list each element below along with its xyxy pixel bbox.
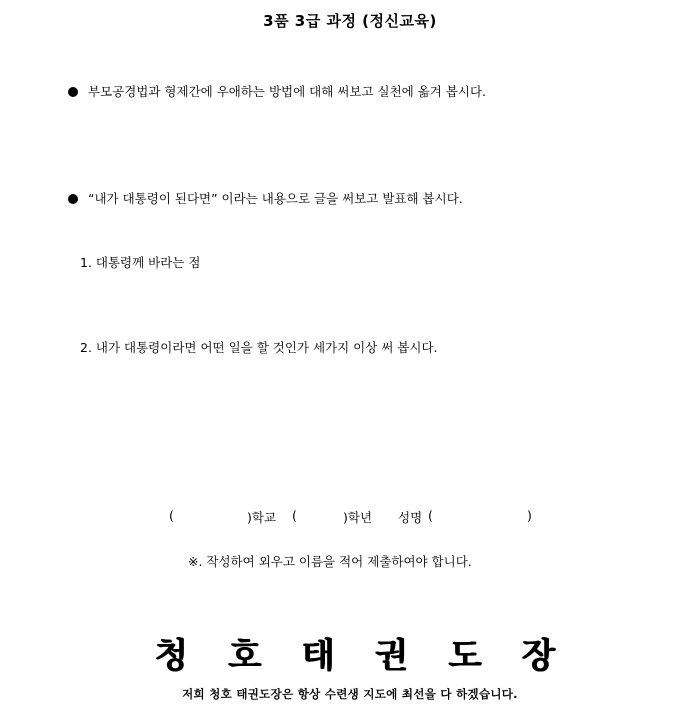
question-1 — [68, 82, 486, 100]
dojang-name — [155, 636, 555, 676]
question-2-text: “내가 대통령이 된다면” 이라는 내용으로 글을 써보고 발표해 봅시다. — [88, 191, 463, 206]
name-label: 성명 — [398, 510, 423, 525]
bullet-icon — [68, 87, 78, 97]
dojang-char: 청 — [155, 636, 188, 676]
question-2 — [68, 189, 463, 207]
sub-item-1: 1. 대통령께 바라는 점 — [80, 255, 201, 270]
dojang-char: 권 — [375, 636, 409, 676]
question-1-text: 부모공경법과 형제간에 우애하는 방법에 대해 써보고 실천에 옮겨 봅시다. — [88, 84, 487, 99]
dojang-char: 도 — [448, 636, 482, 676]
page-title: 3품 3급 과정 (정신교육) — [263, 12, 437, 30]
school-field-open: ( — [169, 508, 174, 523]
grade-field-open: ( — [292, 508, 297, 523]
sub-item-2: 2. 내가 대통령이라면 어떤 일을 할 것인가 세가지 이상 써 봅시다. — [80, 340, 438, 355]
name-field-close: ) — [527, 508, 532, 523]
grade-label: )학년 — [343, 510, 373, 525]
school-label: )학교 — [247, 510, 277, 525]
dojang-slogan: 저희 청호 태권도장은 항상 수련생 지도에 최선을 다 하겠습니다. — [182, 687, 518, 701]
bullet-icon — [68, 194, 78, 204]
dojang-char: 장 — [522, 636, 555, 676]
submission-note: ※. 작성하여 외우고 이름을 적어 제출하여야 합니다. — [188, 554, 472, 569]
dojang-char: 호 — [228, 636, 262, 676]
dojang-char: 태 — [301, 636, 335, 676]
name-field-open: ( — [428, 508, 433, 523]
